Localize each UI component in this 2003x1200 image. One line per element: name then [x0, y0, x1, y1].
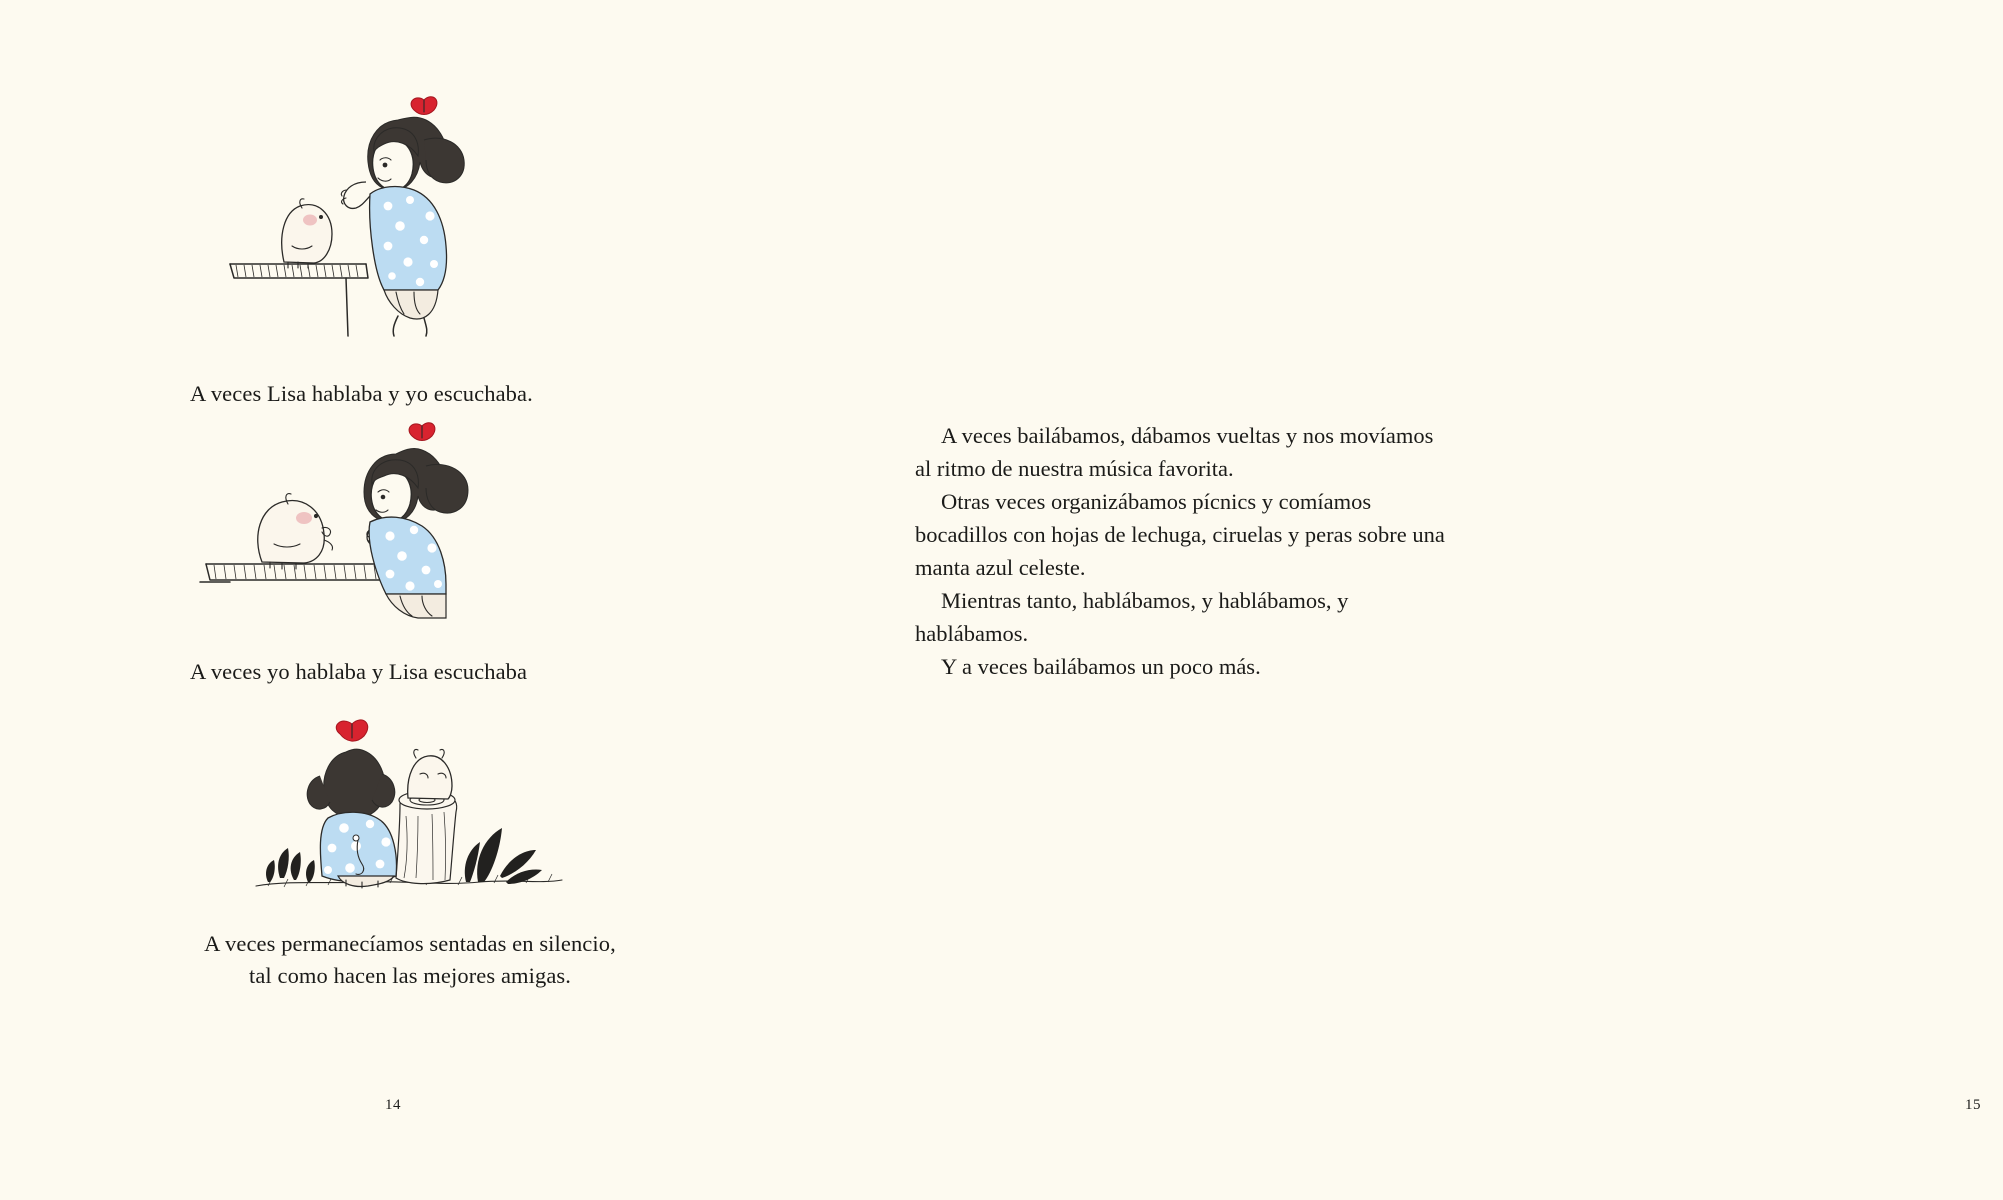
- girl-shape: [341, 97, 464, 336]
- leaf-cluster-left: [266, 848, 315, 882]
- illustration-girl-and-guinea-pig-sitting-in-silence: [250, 700, 570, 910]
- body-text: [915, 420, 1445, 684]
- caption-1: A veces Lisa hablaba y yo escuchaba.: [190, 381, 533, 406]
- page-number-left: 14: [385, 1097, 401, 1113]
- paragraph-1: A veces bailábamos, dábamos vueltas y nos movíamos al ritmo de nuestra música favorita.: [915, 423, 1434, 481]
- page-number-right: 15: [1965, 1097, 1981, 1113]
- girl-shape: [364, 423, 468, 618]
- illustration-girl-talking-to-guinea-pig-on-table: [248, 86, 538, 336]
- girl-shape: [307, 720, 396, 888]
- table-shape: [230, 264, 368, 336]
- caption-2: A veces yo hablaba y Lisa escuchaba: [190, 659, 528, 684]
- illustration-guinea-pig-talking-girl-listening: [200, 418, 530, 618]
- tree-stump-shape: [396, 791, 457, 884]
- left-page: [0, 0, 800, 1200]
- guinea-pig-shape: [408, 749, 452, 799]
- caption-3: [100, 928, 720, 992]
- caption-3-line-1: A veces permanecíamos sentadas en silencio,: [204, 931, 616, 956]
- paragraph-3: Mientras tanto, hablábamos, y hablábamos, y hablábamos.: [915, 587, 1349, 646]
- right-page: [800, 0, 1981, 1200]
- leaf-cluster-right: [465, 828, 542, 884]
- paragraph-2: Otras veces organizábamos pícnics y comíamos bocadillos con hojas de lechuga, ciruelas y peras sobre una manta azul celeste.: [915, 488, 1445, 580]
- paragraph-4: Y a veces bailábamos un poco más.: [941, 653, 1261, 679]
- caption-3-line-2: tal como hacen las mejores amigas.: [248, 962, 572, 988]
- guinea-pig-shape: [258, 494, 333, 569]
- guinea-pig-shape: [282, 199, 332, 268]
